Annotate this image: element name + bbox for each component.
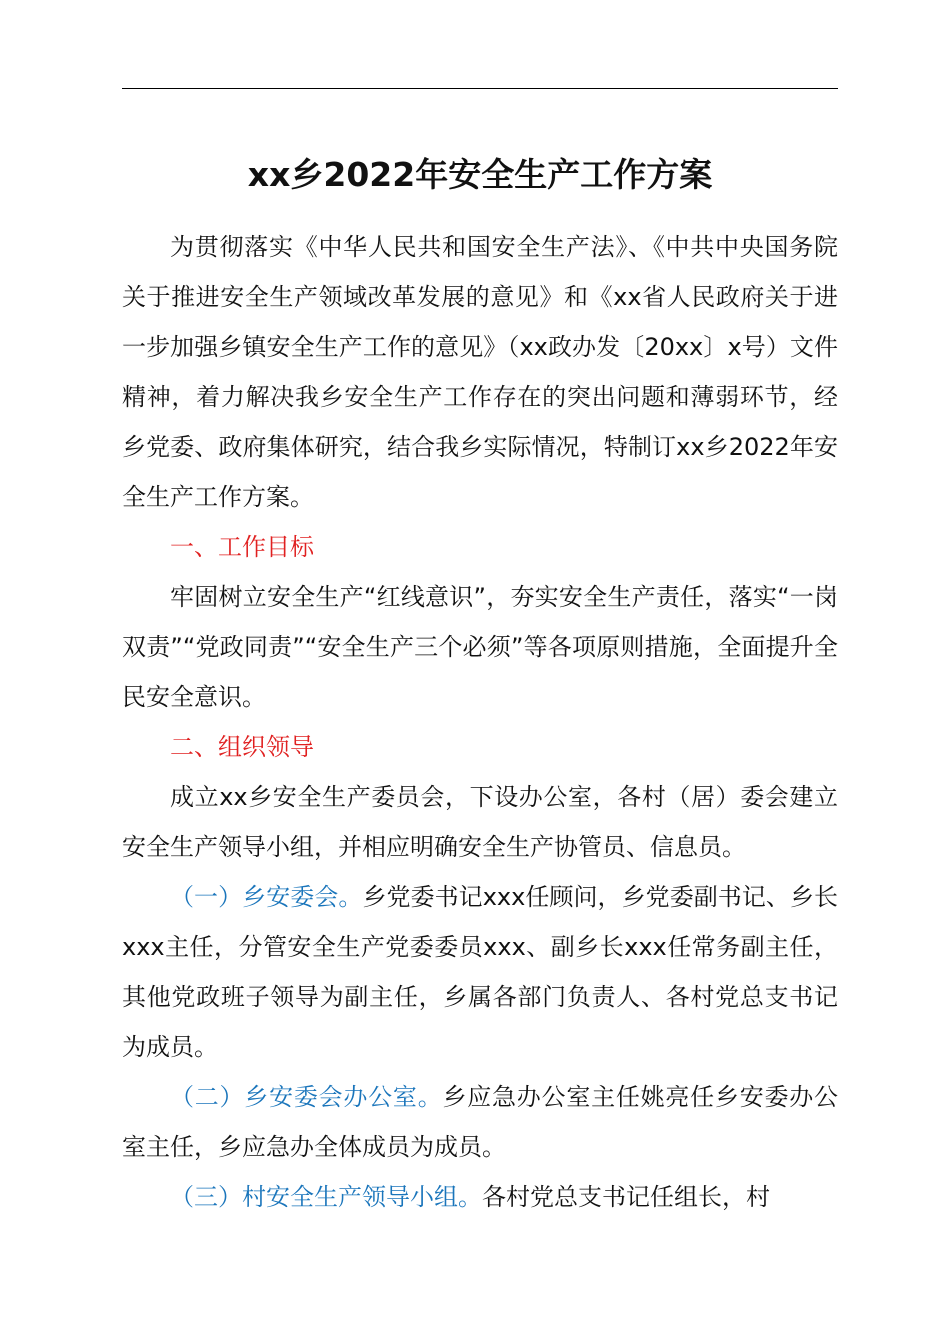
section-2-heading: 二、组织领导 bbox=[170, 733, 314, 761]
document-title: xx乡2022年安全生产工作方案 bbox=[247, 155, 713, 194]
subsection-1-paragraph bbox=[122, 872, 838, 1072]
subsection-1-label: （一）乡安委会。 bbox=[170, 883, 363, 911]
subsection-2-label: （二）乡安委会办公室。 bbox=[170, 1083, 443, 1111]
section-1-paragraph: 牢固树立安全生产“红线意识”，夯实安全生产责任，落实“一岗双责”“党政同责”“安全生产三个必须”等各项原则措施，全面提升全民安全意识。 bbox=[122, 583, 838, 711]
subsection-3-text: 各村党总支书记任组长，村 bbox=[482, 1183, 770, 1211]
section-2-paragraph: 成立xx乡安全生产委员会，下设办公室，各村（居）委会建立安全生产领导小组，并相应明确安全生产协管员、信息员。 bbox=[122, 783, 838, 861]
subsection-1-text: 乡党委书记xxx任顾问，乡党委副书记、乡长xxx主任，分管安全生产党委委员xxx、副乡长xxx任常务副主任，其他党政班子领导为副主任，乡属各部门负责人、各村党总支书记为成员。 bbox=[122, 883, 839, 1061]
subsection-2-paragraph bbox=[122, 1072, 838, 1172]
subsection-2-text: 乡应急办公室主任姚亮任乡安委办公室主任，乡应急办全体成员为成员。 bbox=[122, 1083, 839, 1161]
subsection-3-label: （三）村安全生产领导小组。 bbox=[170, 1183, 482, 1211]
subsection-3-paragraph bbox=[122, 1172, 838, 1222]
header-rule bbox=[122, 88, 838, 89]
intro-paragraph: 为贯彻落实《中华人民共和国安全生产法》、《中共中央国务院关于推进安全生产领域改革发展的意见》和《xx省人民政府关于进一步加强乡镇安全生产工作的意见》（xx政办发〔20xx〕x号）文件精神，着力解决我乡安全生产工作存在的突出问题和薄弱环节，经乡党委、政府集体研究，结合我乡实际情况，特制订xx乡2022年安全生产工作方案。 bbox=[122, 233, 838, 511]
document-body bbox=[122, 222, 838, 1222]
section-1-heading: 一、工作目标 bbox=[170, 533, 314, 561]
